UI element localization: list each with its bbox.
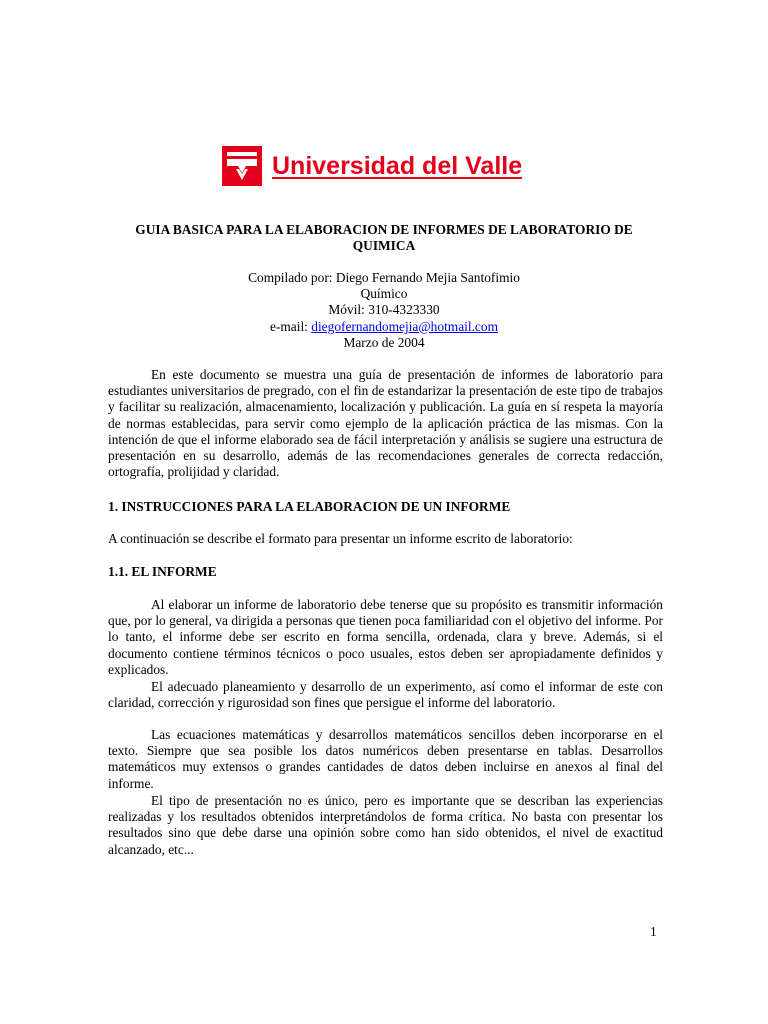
paragraph-planning: El adecuado planeamiento y desarrollo de un experimento, así como el informar de este con claridad, corrección y rigurosidad son fines que persigue el informe del laboratorio. xyxy=(108,679,663,711)
university-name: Universidad del Valle xyxy=(272,151,523,180)
document-date: Marzo de 2004 xyxy=(343,334,425,350)
email-link[interactable]: diegofernandomejia@hotmail.com xyxy=(311,318,498,334)
profession: Químico xyxy=(360,286,408,302)
document-title: GUIA BASICA PARA LA ELABORACION DE INFORMES DE LABORATORIO DE QUIMICA xyxy=(135,222,633,253)
section-1-1-heading: 1.1. EL INFORME xyxy=(108,564,217,579)
email-label: e-mail: xyxy=(269,318,312,334)
paragraph-purpose: Al elaborar un informe de laboratorio debe tenerse que su propósito es transmitir información que, por lo general, va dirigida a personas que tienen poca familiaridad con el objetivo del informe. Por lo tanto, el informe debe ser escrito en forma sencilla, ordenada, clara y breve. Además, si el documento contiene términos técnicos o poco usuales, estos deben ser apropiadamente definidos y explicados. xyxy=(108,597,663,677)
email-line xyxy=(108,319,660,335)
paragraph-equations: Las ecuaciones matemáticas y desarrollos matemáticos sencillos deben incorporarse en el texto. Siempre que sea posible los datos numéricos deben presentarse en tablas. Desarrollos matemáticos muy extensos o grandes cantidades de datos deben incluirse en anexos al final del informe. xyxy=(108,727,663,791)
university-logo xyxy=(222,146,522,186)
paragraph-presentation: El tipo de presentación no es único, pero es importante que se describan las experiencias realizadas y los resultados obtenidos interpretándolos de forma crítica. No basta con presentar los resultados sino que debe darse una opinión sobre como han sido obtenidos, el nivel de exactitud alcanzado, etc... xyxy=(108,793,663,857)
intro-paragraph: En este documento se muestra una guía de presentación de informes de laboratorio para estudiantes universitarios de pregrado, con el fin de estandarizar la presentación de este tipo de trabajos y facilitar su realización, almacenamiento, localización y publicación. La guía en sí respeta la mayoría de normas establecidas, para servir como ejemplo de la aplicación práctica de las mismas. Con la intención de que el informe elaborado sea de fácil interpretación y análisis se sugiere una estructura de presentación en su desarrollo, además de las recomendaciones generales de correcta redacción, ortografía, prolijidad y claridad. xyxy=(108,367,663,480)
credits-block xyxy=(108,270,660,351)
page-number: 1 xyxy=(650,924,657,939)
section-1-text: A continuación se describe el formato para presentar un informe escrito de laboratorio: xyxy=(108,531,573,546)
compiled-by: Compilado por: Diego Fernando Mejia Santofimio xyxy=(248,270,520,285)
univalle-logo-icon xyxy=(222,146,262,186)
section-1-heading: 1. INSTRUCCIONES PARA LA ELABORACION DE UN INFORME xyxy=(108,499,511,514)
mobile-number: Móvil: 310-4323330 xyxy=(328,302,440,318)
